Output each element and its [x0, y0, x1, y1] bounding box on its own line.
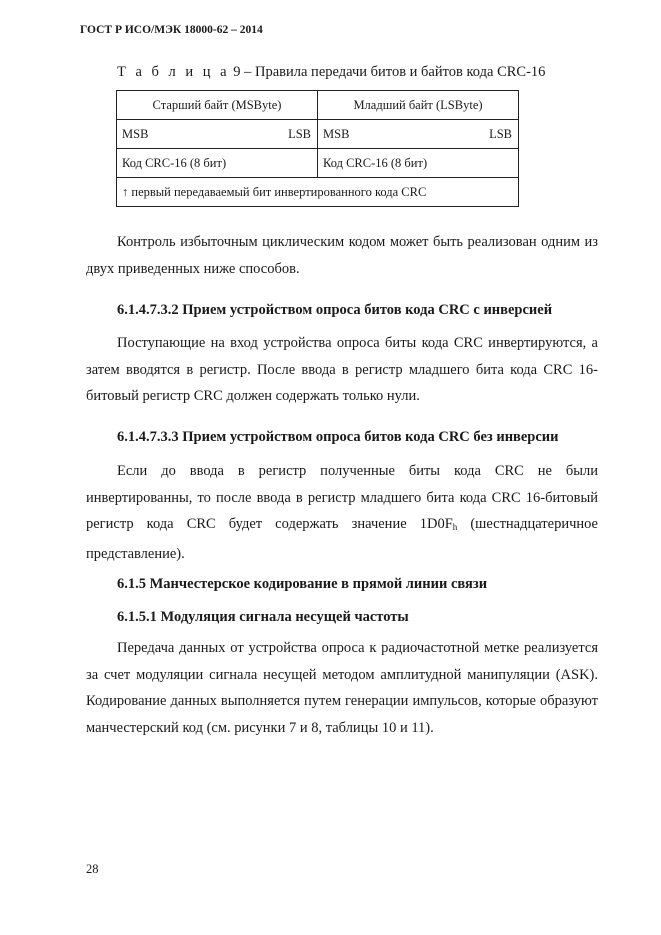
- table-caption: [117, 64, 545, 81]
- section-6-1-5-1-heading: 6.1.5.1 Модуляция сигнала несущей частоты: [117, 609, 409, 625]
- lsbyte-bit-order-cell: [318, 120, 519, 149]
- lsbyte-code-cell: Код CRC-16 (8 бит): [318, 149, 519, 178]
- intro-paragraph: Контроль избыточным циклическим кодом может быть реализован одним из двух приведенных ниже способов.: [86, 234, 598, 277]
- msbyte-code-cell: Код CRC-16 (8 бит): [117, 149, 318, 178]
- section-6-1-4-7-3-2-text: Поступающие на вход устройства опроса биты кода CRC инвертируются, а затем вводятся в регистр. После ввода в регистр младшего бита кода CRC 16-битовый регистр CRC должен содержать только нули.: [86, 335, 598, 404]
- section-6-1-4-7-3-3-heading: 6.1.4.7.3.3 Прием устройством опроса битов кода CRC без инверсии: [117, 429, 559, 445]
- table-code-row: [117, 149, 519, 178]
- crc-table: [116, 90, 519, 207]
- col-msbyte-header: Старший байт (MSByte): [117, 91, 318, 120]
- table-bit-order-row: [117, 120, 519, 149]
- lsbyte-msb-label: MSB: [323, 126, 350, 141]
- section-6-1-4-7-3-2-heading: 6.1.4.7.3.2 Прием устройством опроса битов кода CRC с инверсией: [117, 302, 553, 318]
- table-note-row: [117, 178, 519, 207]
- lsbyte-lsb-label: LSB: [489, 126, 512, 141]
- msbyte-lsb-label: LSB: [288, 126, 311, 141]
- hex-subscript: h: [452, 522, 458, 532]
- msbyte-bit-order-cell: [117, 120, 318, 149]
- section-6-1-4-7-3-3-text-before: Если до ввода в регистр полученные биты кода CRC не были инвертированны, то после ввода в регистр младшего бита кода CRC 16-битовый регистр кода CRC будет содержать значение: [86, 463, 598, 532]
- table-caption-prefix: Т а б л и ц а: [117, 64, 230, 80]
- msbyte-msb-label: MSB: [122, 126, 149, 141]
- crc-register-value: 1D0F: [419, 516, 453, 532]
- section-6-1-5-heading: 6.1.5 Манчестерское кодирование в прямой линии связи: [117, 576, 488, 592]
- section-6-1-4-7-3-3-text-after: (шестнадцатеричное представление).: [86, 516, 598, 562]
- col-lsbyte-header: Младший байт (LSByte): [318, 91, 519, 120]
- document-header: ГОСТ Р ИСО/МЭК 18000-62 – 2014: [80, 24, 263, 36]
- page-number: 28: [86, 862, 99, 876]
- table-note-cell: ↑ первый передаваемый бит инвертированного кода CRC: [117, 178, 519, 207]
- section-6-1-5-1-text: Передача данных от устройства опроса к радиочастотной метке реализуется за счет модуляции сигнала несущей методом амплитудной манипуляции (ASK). Кодирование данных выполняется путем генерации импульсов, которые образуют манчестерский код (см. рисунки 7 и 8, таблицы 10 и 11).: [86, 640, 598, 736]
- table-caption-text: 9 – Правила передачи битов и байтов кода CRC-16: [233, 64, 546, 80]
- table-header-row: [117, 91, 519, 120]
- section-6-1-4-7-3-3-text: [86, 458, 598, 567]
